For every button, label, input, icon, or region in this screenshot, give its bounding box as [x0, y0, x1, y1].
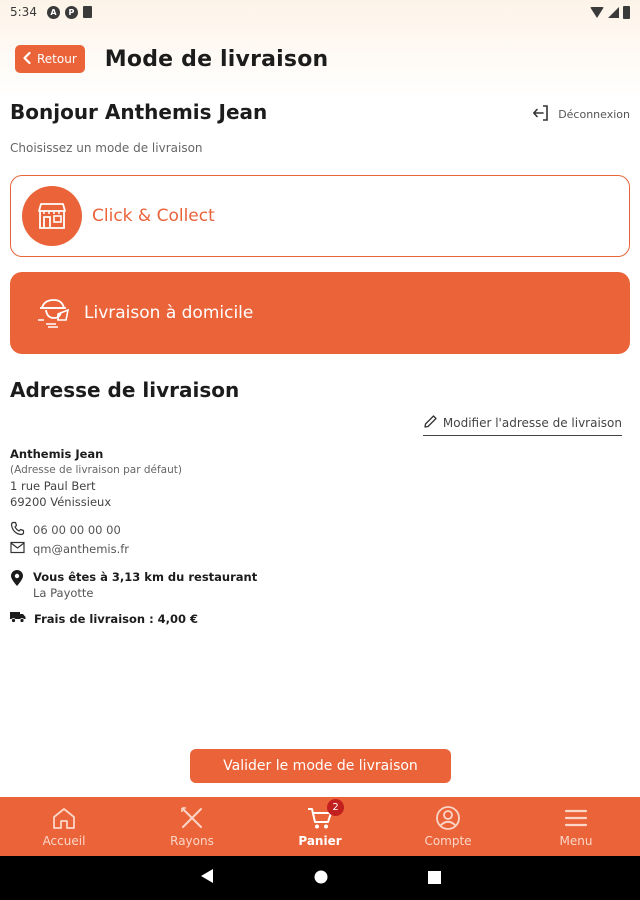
logout-icon: [532, 104, 550, 125]
nav-item-account[interactable]: [384, 797, 512, 856]
chevron-left-icon: [23, 52, 31, 67]
system-back-icon[interactable]: [200, 868, 214, 888]
hamburger-menu-icon: [562, 805, 590, 831]
nav-label-cart: Panier: [298, 834, 342, 848]
delivery-person-icon: [34, 293, 74, 333]
page-title: Mode de livraison: [104, 46, 329, 72]
back-button[interactable]: [15, 45, 85, 73]
status-time: 5:34: [10, 5, 37, 19]
modify-address-label: Modifier l'adresse de livraison: [442, 416, 622, 430]
user-circle-icon: [434, 805, 462, 831]
utensils-icon: [178, 805, 206, 831]
nav-item-menu[interactable]: [512, 797, 640, 856]
status-bar: [0, 0, 640, 24]
back-label: Retour: [37, 52, 77, 66]
greeting: Bonjour Anthemis Jean: [10, 100, 268, 124]
nav-item-cart[interactable]: [256, 797, 384, 856]
logout-label: Déconnexion: [558, 108, 630, 121]
address-street: 1 rue Paul Bert: [10, 479, 96, 493]
delivery-fee-text: Frais de livraison : 4,00 €: [34, 611, 199, 626]
click-collect-option[interactable]: [10, 175, 630, 257]
phone-row: [10, 521, 121, 539]
email-address: qm@anthemis.fr: [33, 542, 130, 556]
cart-icon: [306, 802, 339, 831]
delivery-fee-row: [10, 611, 198, 626]
house-icon: [50, 805, 78, 831]
location-pin-icon: [10, 570, 24, 600]
phone-icon: [10, 521, 25, 539]
address-name: Anthemis Jean: [10, 447, 104, 461]
address-block: [10, 446, 182, 510]
sim-card-icon: [83, 6, 92, 18]
system-recents-icon[interactable]: [428, 869, 441, 888]
nav-item-home[interactable]: [0, 797, 128, 856]
battery-icon: [623, 6, 630, 19]
pencil-icon: [423, 414, 438, 432]
truck-icon: [10, 611, 26, 626]
a-circle-icon: A: [47, 6, 60, 19]
page-header: [15, 44, 328, 74]
distance-row: [10, 570, 257, 600]
home-delivery-label: Livraison à domicile: [84, 303, 254, 323]
nav-item-aisles[interactable]: [128, 797, 256, 856]
address-city: 69200 Vénissieux: [10, 495, 112, 509]
address-default-note: (Adresse de livraison par défaut): [10, 464, 182, 476]
phone-number: 06 00 00 00 00: [33, 523, 121, 537]
nav-label-account: Compte: [424, 834, 472, 848]
modify-address-link[interactable]: [423, 414, 622, 436]
restaurant-name: La Payotte: [33, 586, 94, 600]
wifi-icon: [590, 7, 604, 18]
nav-label-menu: Menu: [559, 834, 593, 848]
subtitle: Choisissez un mode de livraison: [10, 141, 203, 155]
p-circle-icon: P: [65, 6, 78, 19]
click-collect-label: Click & Collect: [92, 206, 215, 226]
store-icon: [22, 186, 82, 246]
email-row: [10, 541, 129, 557]
address-section-title: Adresse de livraison: [10, 378, 240, 402]
system-nav-bar: [0, 856, 640, 900]
signal-icon: [608, 7, 619, 18]
nav-label-home: Accueil: [42, 834, 86, 848]
logout-button[interactable]: [532, 104, 630, 125]
system-home-icon[interactable]: [314, 869, 328, 888]
mail-icon: [10, 541, 25, 557]
validate-delivery-button[interactable]: Valider le mode de livraison: [190, 749, 451, 783]
cart-count-badge: 2: [327, 799, 344, 816]
bottom-nav: [0, 797, 640, 856]
distance-text: Vous êtes à 3,13 km du restaurant: [33, 570, 258, 584]
home-delivery-option[interactable]: [10, 272, 630, 354]
nav-label-aisles: Rayons: [170, 834, 214, 848]
